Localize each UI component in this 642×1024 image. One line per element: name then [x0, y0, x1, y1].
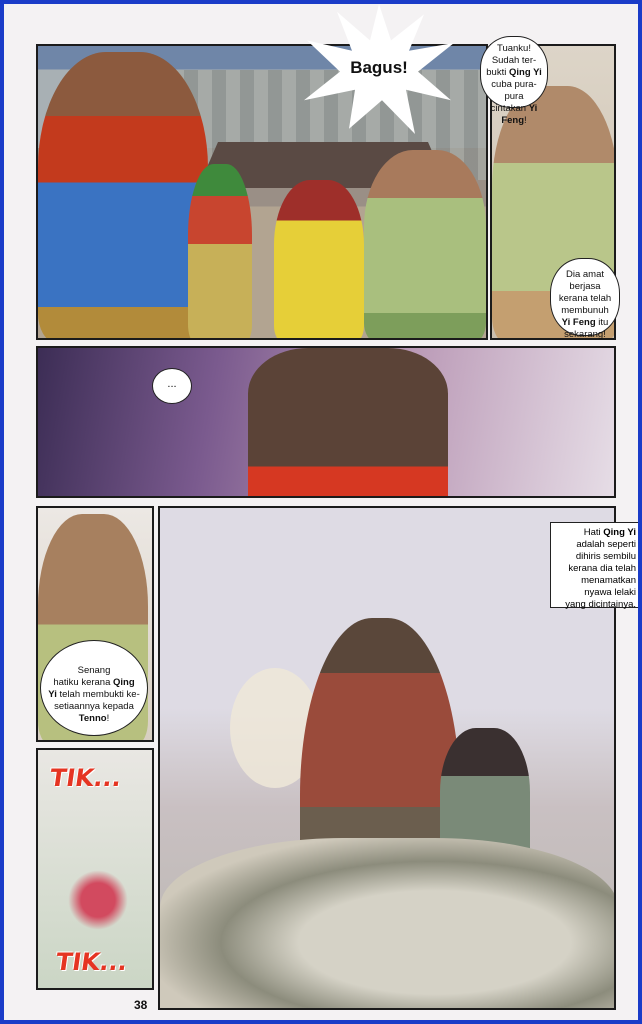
bubble-text: itu	[595, 317, 609, 328]
bubble-name-bold: Yi	[528, 103, 538, 114]
bubble-text: berjasa	[569, 281, 601, 292]
bubble-text: cintakan	[490, 103, 529, 114]
bubble-text: Tuanku!	[497, 43, 531, 54]
green-haired-figure	[188, 164, 252, 340]
bubble-text: !	[106, 713, 110, 724]
caption-text: nyawa lelaki	[584, 587, 636, 598]
bubble-text: Dia amat	[565, 269, 604, 280]
caption-name-bold: Qing Yi	[603, 527, 636, 538]
bubble-text: sekarang!	[564, 329, 606, 340]
panel-action-swordsman	[158, 506, 616, 1010]
narration-caption	[550, 522, 638, 608]
speech-bubble-tuanku	[480, 36, 548, 126]
bubble-name-bold: Yi	[48, 689, 57, 700]
bubble-text: hatiku kerana	[53, 677, 114, 688]
sfx-tik-top: TIK...	[48, 764, 124, 792]
bubble-text: !	[524, 115, 527, 126]
caption-text: Hati	[583, 527, 604, 538]
speech-bubble-senang	[40, 640, 148, 736]
bubble-text: cuba pura-pura	[491, 79, 537, 102]
bubble-text: kerana telah	[558, 293, 612, 304]
sfx-tik-bottom: TIK...	[54, 948, 130, 976]
page-number: 38	[134, 998, 148, 1012]
scarred-warrior-face	[248, 348, 448, 498]
cheering-elder	[364, 150, 486, 340]
bubble-text: Senang	[77, 665, 111, 676]
caption-text: adalah seperti	[576, 539, 636, 550]
masked-figure-in-yellow	[274, 180, 364, 340]
bubble-name-bold: Yi Feng	[561, 317, 596, 328]
blood-splatter	[68, 870, 128, 930]
bubble-name-bold: Tenno	[78, 713, 107, 724]
speech-bubble-ellipsis: ...	[152, 368, 192, 404]
bubble-text: bukti	[486, 67, 509, 78]
caption-text: menamatkan	[581, 575, 636, 586]
bubble-text: Sudah ter-	[491, 55, 537, 66]
bubble-name-bold: Feng	[501, 115, 525, 126]
bubble-text: setiaannya kepada	[54, 701, 134, 712]
bubble-name-bold: Qing Yi	[508, 67, 542, 78]
panel-closeup-face	[36, 346, 616, 498]
bubble-text: membunuh	[561, 305, 609, 316]
comic-page	[4, 4, 638, 1020]
bubble-name-bold: Qing	[113, 677, 135, 688]
speech-bubble-berjasa	[550, 258, 620, 340]
crashing-wave	[160, 838, 616, 1010]
caption-text: yang dicintainya.	[565, 599, 636, 610]
sfx-bagus: Bagus!	[350, 58, 408, 77]
warrior-in-red-cape	[38, 52, 208, 340]
caption-text: dihiris sembilu	[575, 551, 636, 562]
bubble-text: telah membukti ke-	[56, 689, 140, 700]
caption-text: kerana dia telah	[568, 563, 636, 574]
